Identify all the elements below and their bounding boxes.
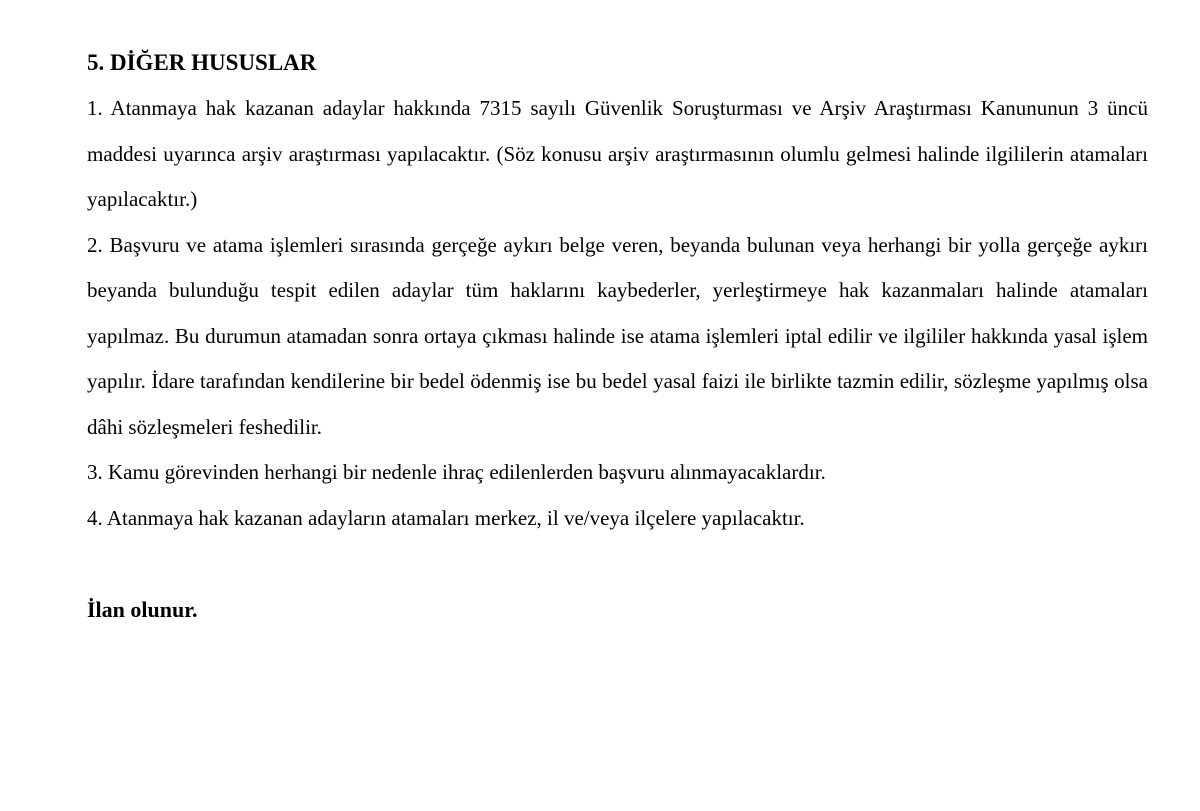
item-3: 3. Kamu görevinden herhangi bir nedenle ihraç edilenlerden başvuru alınmayacaklardır. [87,460,826,484]
section-heading: 5. DİĞER HUSUSLAR [87,50,317,75]
closing-statement: İlan olunur. [87,597,198,622]
document-page [87,40,1148,633]
item-2: 2. Başvuru ve atama işlemleri sırasında gerçeğe aykırı belge veren, beyanda bulunan veya herhangi bir yolla gerçeğe aykırı beyanda bulunduğu tespit edilen adaylar tüm haklarını kaybederler, yerleştirmeye hak kazanmaları halinde atamaları yapılmaz. Bu durumun atamadan sonra ortaya çıkması halinde ise atama işlemleri iptal edilir ve ilgililer hakkında yasal işlem yapılır. İdare tarafından kendilerine bir bedel ödenmiş ise bu bedel yasal faizi ile birlikte tazmin edilir, sözleşme yapılmış olsa dâhi sözleşmeleri feshedilir. [87,232,1148,439]
item-1: 1. Atanmaya hak kazanan adaylar hakkında 7315 sayılı Güvenlik Soruşturması ve Arşiv Araştırması Kanununun 3 üncü maddesi uyarınca arşiv araştırması yapılacaktır. (Söz konusu arşiv araştırmasının olumlu gelmesi halinde ilgililerin atamaları yapılacaktır.) [87,96,1148,211]
item-4: 4. Atanmaya hak kazanan adayların atamaları merkez, il ve/veya ilçelere yapılacaktır. [87,505,805,530]
